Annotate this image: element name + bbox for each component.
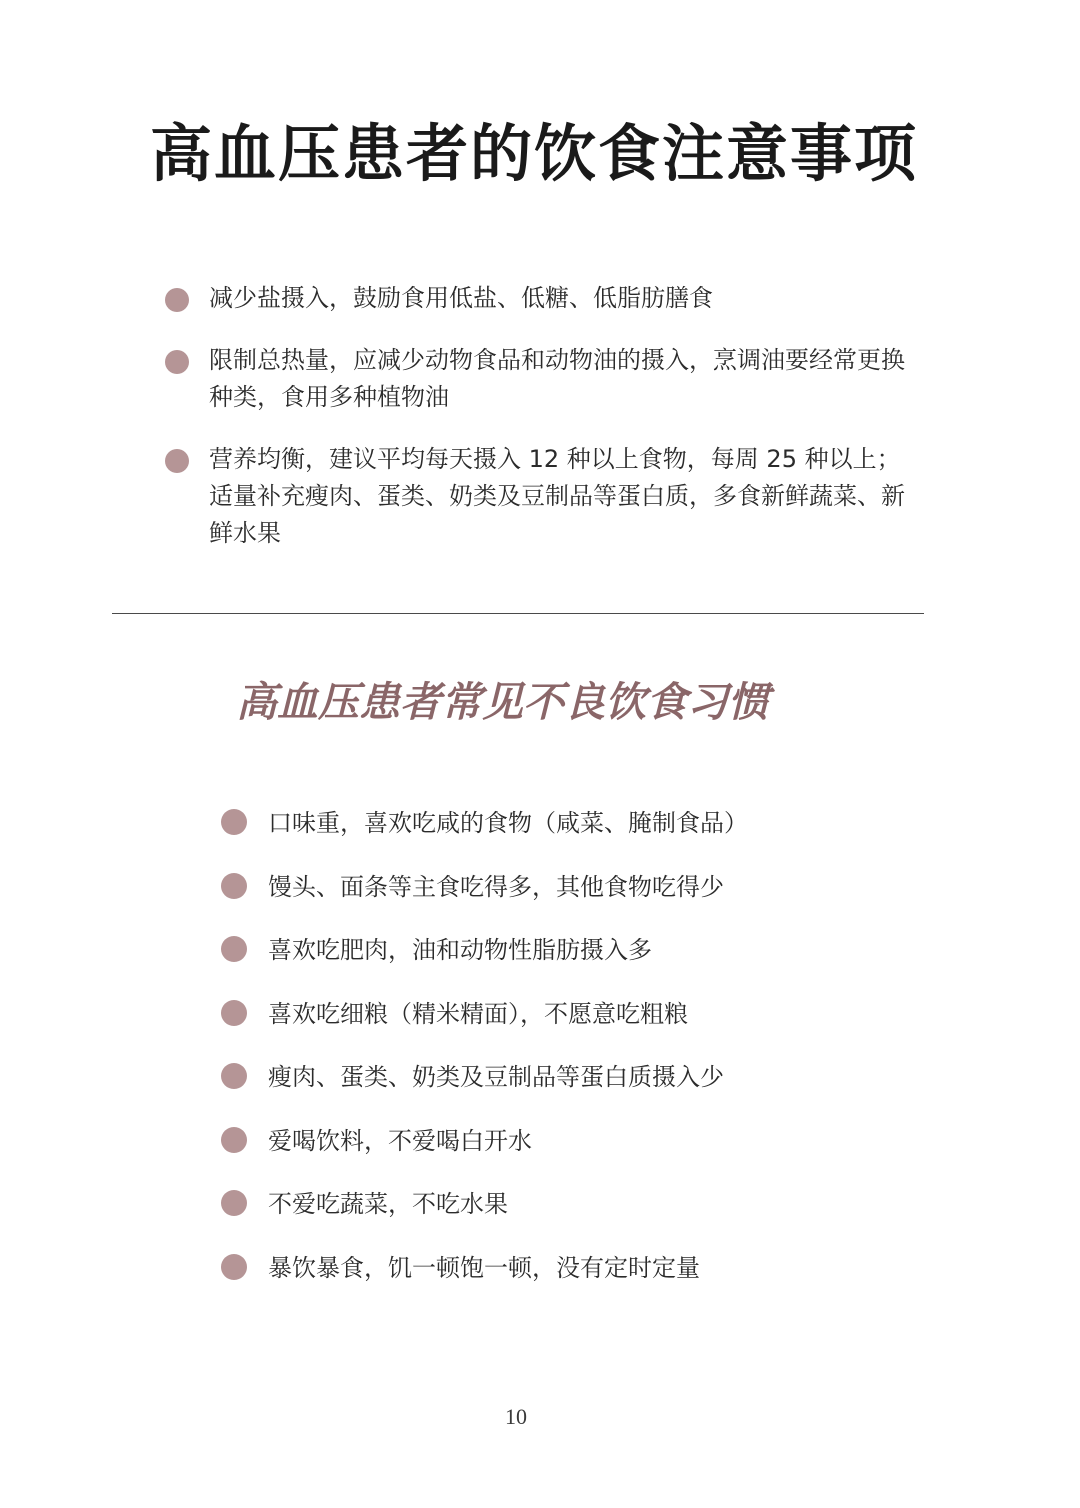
bullet-dot-icon [221,936,247,962]
list-item-text: 馒头、面条等主食吃得多，其他食物吃得少 [268,872,724,901]
list-item-text: 瘦肉、蛋类、奶类及豆制品等蛋白质摄入少 [268,1063,724,1091]
list-item-text: 限制总热量，应减少动物食品和动物油的摄入，烹调油要经常更换种类，食用多种植物油 [209,346,905,411]
bullet-dot-icon [221,1254,247,1280]
list-item [221,930,921,970]
list-item-text: 暴饮暴食，饥一顿饱一顿，没有定时定量 [268,1253,700,1282]
list-item-text: 喜欢吃细粮（精米精面），不愿意吃粗粮 [268,999,688,1028]
list-item [221,1184,921,1224]
page-title: 高血压患者的饮食注意事项 [150,117,919,190]
list-item [221,1057,921,1097]
diet-tips-list [165,280,905,576]
list-item [221,1121,921,1161]
bullet-dot-icon [221,1000,247,1026]
list-item-text: 减少盐摄入，鼓励食用低盐、低糖、低脂肪膳食 [209,284,713,312]
list-item-text: 喜欢吃肥肉，油和动物性脂肪摄入多 [268,936,652,964]
bullet-dot-icon [221,1127,247,1153]
list-item-text: 口味重，喜欢吃咸的食物（咸菜、腌制食品） [268,809,748,837]
list-item [165,280,905,317]
bullet-dot-icon [221,1063,247,1089]
list-item-text: 爱喝饮料，不爱喝白开水 [268,1126,532,1155]
list-item-text: 不爱吃蔬菜，不吃水果 [268,1190,508,1218]
list-item [221,803,921,843]
list-item-text: 营养均衡，建议平均每天摄入 12 种以上食物，每周 25 种以上；适量补充瘦肉、蛋类、奶类及豆制品等蛋白质，多食新鲜蔬菜、新鲜水果 [209,445,905,547]
bullet-dot-icon [165,288,189,312]
list-item [221,1248,921,1288]
page-number: 10 [505,1404,527,1429]
section-title: 高血压患者常见不良饮食习惯 [236,678,769,726]
section-divider [112,613,924,614]
list-item [221,994,921,1034]
list-item [221,867,921,907]
bullet-dot-icon [221,809,247,835]
bullet-dot-icon [221,1190,247,1216]
bullet-dot-icon [221,873,247,899]
list-item [165,342,905,416]
bullet-dot-icon [165,449,189,473]
list-item [165,441,905,552]
bad-habits-list [221,803,921,1311]
bullet-dot-icon [165,350,189,374]
